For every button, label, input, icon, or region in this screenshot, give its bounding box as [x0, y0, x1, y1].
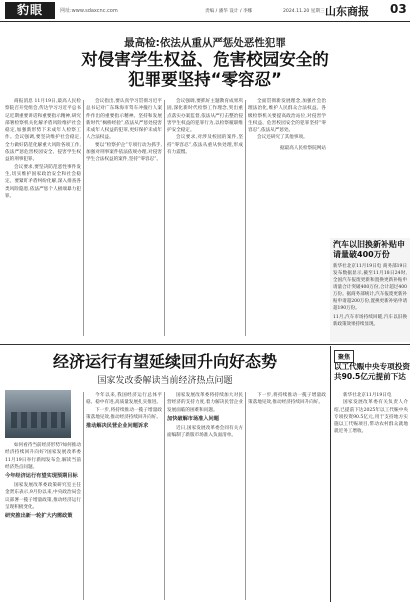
column-divider	[245, 392, 246, 600]
lead-paragraph: 会议指出,要认真学习贯彻习近平总书记对广东珠海市驾车冲撞行人案件作出的重要指示精神。坚持和发展新时代“枫桥经验”,依法从严惩处侵害未成年人权益的犯罪,更好保护未成年人合法权益。	[86, 99, 162, 141]
column-divider	[330, 346, 331, 602]
sidebar-news-box	[330, 238, 410, 342]
section-tag: 聚焦	[334, 350, 354, 363]
column-divider	[83, 392, 84, 600]
right-source: 新华社北京11月19日电	[343, 393, 392, 398]
econ-subheadline: 国家发改委解读当前经济热点问题	[97, 376, 233, 386]
econ-subhead: 加快破解市场准入问题	[167, 415, 219, 422]
lead-column-1	[5, 98, 81, 338]
news-photo	[5, 390, 71, 438]
column-divider	[245, 100, 246, 336]
econ-paragraph: 下一步,将持续推动一揽子增量政策落地见效,推动经济持续回升向好。	[86, 407, 162, 420]
website-url: 网址:www.sdaxcnc.com	[60, 8, 118, 14]
lead-column-4	[248, 98, 326, 338]
econ-paragraph: 如何看待当前经济形势?如何推动经济持续回升向好?国家发展改革委11月19日举行新闻发布会,解读当前经济热点问题。	[5, 443, 81, 470]
econ-column-2	[86, 392, 162, 600]
lead-headline	[0, 50, 410, 90]
sidebar-headline: 汽车以旧换新补贴申请量破400万份	[333, 240, 405, 259]
lead-paragraph: 全面贯彻新发展理念,加强社会治理法治化,维护人民群众合法权益。各级检察机关要提高政治站位,对侵害学生权益、危害校园安全的犯罪坚持“零容忍”,依法从严惩处。	[248, 99, 326, 134]
econ-subhead: 研究推出新一轮扩大内需政策	[5, 513, 73, 520]
column-divider	[164, 392, 165, 600]
econ-column-1	[5, 442, 81, 600]
econ-paragraph: 国家发展改革委政策研究室主任金贤东表示,9月份以来,中央政治局会议部署一揽子增量政策,推动经济运行呈现积极变化。	[5, 483, 81, 511]
econ-subhead: 今年经济运行有望实现预期目标	[5, 473, 78, 480]
econ-paragraph: 今年以来,我国经济运行总体平稳、稳中有进,高质量发展扎实推进。	[86, 393, 162, 406]
lead-paragraph: 会议要求,对涉及校园的案件,坚持“零容忍”,依法从重从快处理,形成有力震慑。	[167, 135, 243, 156]
right-paragraph: 国家发展改革委有关负责人介绍,已提前下达2025年以工代赈中央专项投资90.5亿元,用于支持地方实施以工代赈项目,带动农村群众就地就近务工增收。	[334, 400, 408, 435]
econ-paragraph: 国家发展改革委将持续加大对民营经济的支持力度,着力解决民营企业发展面临的困难和问题。	[167, 393, 243, 413]
econ-subhead: 推动解决民营企业问题诉求	[86, 423, 149, 430]
sidebar-body: 新华社北京11月19日电 商务部19日发布数据显示,截至11月18日24时,全国汽车报废更新和置换更新补贴申请量合计突破400万份,合计超过400万份。据商务部统计,汽车报废更新补贴申请超200万份,置换更新补贴申请超190万份。	[333, 264, 407, 311]
lead-paragraph: 商报消息 11月19日,最高人民检察院召开党组会,传达学习习近平总书记近期重要讲话和重要指示精神,研究部署检察机关化解矛盾风险维护社会稳定,加强新形势下未成年人检察工作。会议强调,要坚决维护社会稳定,全力做好防范化解重大风险各项工作,依法严惩危害校园安全、侵害学生权益的刑事犯罪。	[5, 99, 81, 163]
column-divider	[83, 100, 84, 336]
lead-column-3	[167, 98, 243, 338]
econ-column-4	[248, 392, 326, 600]
right-headline: 以工代赈中央专项投资共90.5亿元提前下达	[334, 362, 410, 381]
paper-name: 山东商报	[325, 5, 369, 18]
lead-column-2	[86, 98, 162, 338]
econ-column-3	[167, 392, 243, 600]
lead-headline-line1: 对侵害学生权益、危害校园安全的	[81, 50, 329, 69]
editors-credit: 责编 / 潘华 设计 / 李娜	[205, 9, 253, 14]
page-number: 03	[390, 2, 407, 16]
lead-paragraph: 要以“检察护企”专项行动为抓手,加强对刑事案件依法依规办理,对侵害学生合法权益的案件,坚持“零容忍”。	[86, 142, 162, 163]
econ-paragraph: 下一步,将持续推动一揽子增量政策落地见效,推动经济持续回升向好。	[248, 393, 326, 406]
section-divider	[0, 344, 410, 345]
sidebar-body: 11月,汽车市场持续回暖,汽车以旧换新政策效果持续显现。	[333, 315, 407, 327]
econ-paragraph: 近日,国家发展改革委会同有关方面编制了新版市场准入负面清单。	[167, 425, 243, 439]
masthead	[0, 0, 410, 22]
lead-kicker: 最高检:依法从重从严惩处恶性犯罪	[124, 37, 286, 49]
lead-paragraph: 会议还研究了其他事项。	[257, 135, 308, 141]
column-divider	[164, 100, 165, 336]
right-column	[334, 392, 408, 592]
section-logo: 豹眼	[5, 2, 55, 19]
lead-paragraph: 会议强调,要抓好主题教育成果巩固,深化新时代检察工作理念,突出重点落实办案监督,依法从严打击整治侵害学生权益的犯罪行为,以检察履职维护安全稳定。	[167, 99, 243, 134]
lead-headline-line2: 犯罪要坚持“零容忍”	[128, 70, 282, 89]
lead-paragraph: 会议要求,要坚决防范恶性事件发生,切实维护国家政治安全和社会稳定。要紧盯矛盾纠纷化解,深入排查各类风险隐患,依法严惩个人极端暴力犯罪。	[5, 164, 81, 199]
issue-date: 2024.11.20 星期三	[283, 9, 325, 14]
lead-source: 据最高人民检察院网站	[280, 145, 326, 151]
econ-headline: 经济运行有望延续回升向好态势	[52, 352, 277, 371]
